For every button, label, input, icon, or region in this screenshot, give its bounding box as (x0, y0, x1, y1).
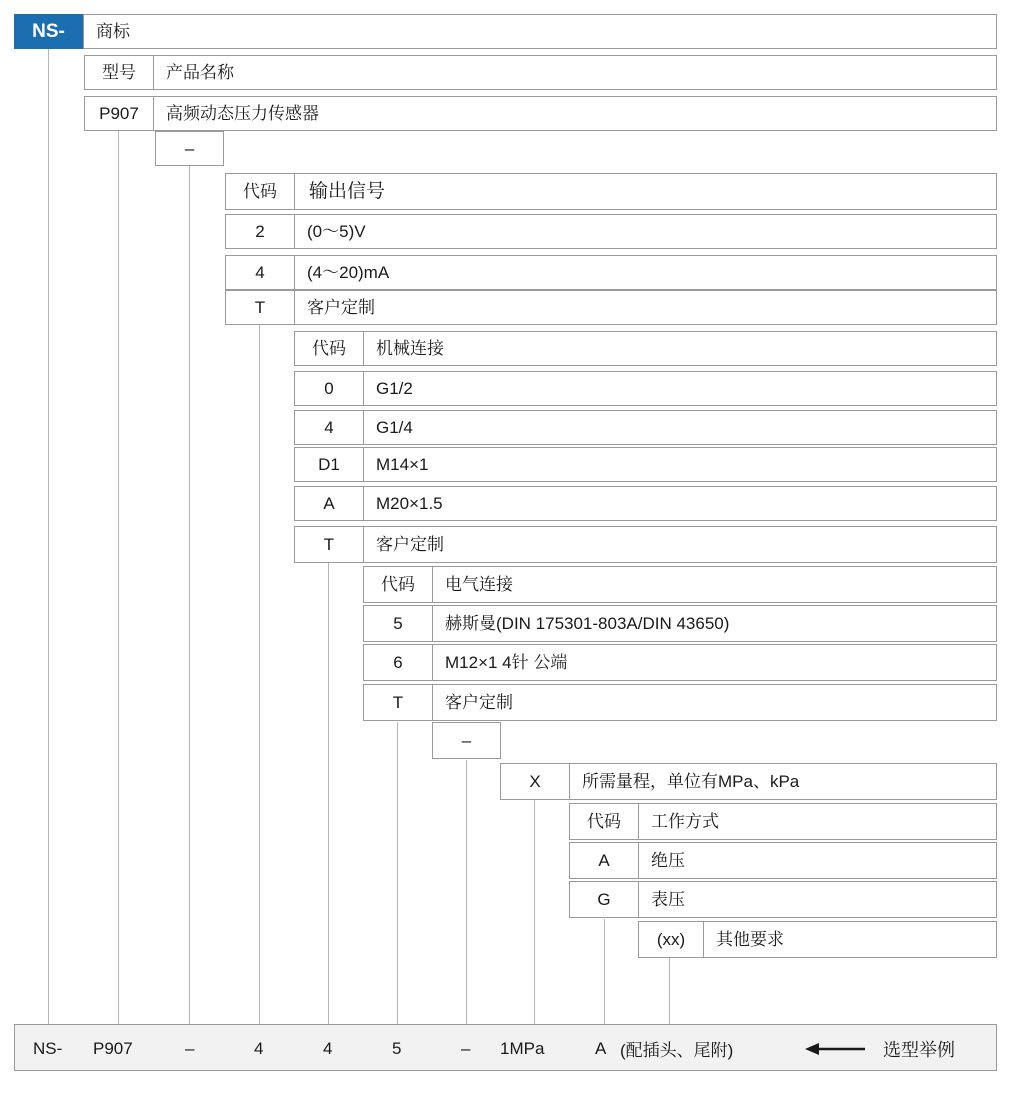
elec-label-0: 赫斯曼(DIN 175301-803A/DIN 43650) (432, 605, 997, 642)
mech-label-4: 客户定制 (363, 526, 997, 563)
example-item-mech: 4 (323, 1038, 333, 1058)
row-separator-2 (432, 722, 997, 759)
row-mode-header (569, 803, 997, 840)
example-bar (14, 1024, 997, 1071)
output-code-header: 代码 (225, 173, 294, 210)
elec-title: 电气连接 (432, 566, 997, 603)
example-caption: 选型举例 (883, 1039, 955, 1060)
example-item-sep2: – (461, 1038, 471, 1058)
model-name: 高频动态压力传感器 (153, 96, 997, 131)
mode-label-1: 表压 (638, 881, 997, 918)
range-label: 所需量程，单位有MPa、kPa (569, 763, 997, 800)
example-item-sep1: – (185, 1038, 195, 1058)
mech-code-3: A (294, 486, 363, 521)
range-code: X (500, 763, 569, 800)
mode-code-1: G (569, 881, 638, 918)
example-item-mode: A (595, 1038, 607, 1058)
example-item-output: 4 (254, 1038, 264, 1058)
row-mech-0 (294, 371, 997, 406)
row-model-header (84, 55, 997, 90)
elec-code-1: 6 (363, 644, 432, 681)
row-elec-2 (363, 684, 997, 721)
row-model-value (84, 96, 997, 131)
brand-tag: NS- (14, 14, 83, 49)
output-code-0: 2 (225, 214, 294, 249)
connector-line-sep2 (466, 760, 467, 1024)
mode-code-0: A (569, 842, 638, 879)
connector-line-sep1 (189, 166, 190, 1024)
elec-code-0: 5 (363, 605, 432, 642)
output-label-0: (0～5)V (294, 214, 997, 249)
output-title: 输出信号 (294, 173, 997, 210)
connector-line-model (118, 130, 119, 1024)
connector-line-mode (604, 919, 605, 1024)
row-brand (14, 14, 997, 49)
model-code-header: 型号 (84, 55, 153, 90)
example-item-other: (配插头、尾附) (620, 1041, 734, 1060)
mech-label-0: G1/2 (363, 371, 997, 406)
row-mech-1 (294, 410, 997, 445)
elec-code-2: T (363, 684, 432, 721)
row-output-2 (225, 290, 997, 325)
mech-code-4: T (294, 526, 363, 563)
output-label-2: 客户定制 (294, 290, 997, 325)
row-output-0 (225, 214, 997, 249)
elec-code-header: 代码 (363, 566, 432, 603)
example-item-range: 1MPa (500, 1038, 545, 1058)
mech-code-0: 0 (294, 371, 363, 406)
row-output-1 (225, 255, 997, 290)
arrow-left-icon (805, 1025, 867, 1072)
mech-code-header: 代码 (294, 331, 363, 366)
mech-label-2: M14×1 (363, 447, 997, 482)
other-code: (xx) (638, 921, 703, 958)
mech-label-1: G1/4 (363, 410, 997, 445)
output-code-1: 4 (225, 255, 294, 290)
output-label-1: (4～20)mA (294, 255, 997, 290)
other-label: 其他要求 (703, 921, 997, 958)
mech-title: 机械连接 (363, 331, 997, 366)
elec-label-2: 客户定制 (432, 684, 997, 721)
row-elec-header (363, 566, 997, 603)
row-mech-4 (294, 526, 997, 563)
row-output-header (225, 173, 997, 210)
row-separator-1 (155, 131, 997, 166)
connector-line-mech (328, 563, 329, 1024)
row-other (638, 921, 997, 958)
mech-code-1: 4 (294, 410, 363, 445)
model-name-header: 产品名称 (153, 55, 997, 90)
brand-label: 商标 (83, 14, 997, 49)
connector-line-range (534, 800, 535, 1024)
mode-title: 工作方式 (638, 803, 997, 840)
example-item-model: P907 (93, 1038, 133, 1058)
row-elec-0 (363, 605, 997, 642)
connector-line-elec (397, 722, 398, 1024)
model-code: P907 (84, 96, 153, 131)
mode-code-header: 代码 (569, 803, 638, 840)
example-item-brand: NS- (33, 1038, 63, 1058)
connector-line-other (669, 958, 670, 1024)
row-elec-1 (363, 644, 997, 681)
connector-line-output (259, 324, 260, 1024)
output-code-2: T (225, 290, 294, 325)
elec-label-1: M12×1 4针 公端 (432, 644, 997, 681)
row-mech-3 (294, 486, 997, 521)
example-item-elec: 5 (392, 1038, 402, 1058)
mode-label-0: 绝压 (638, 842, 997, 879)
row-mech-2 (294, 447, 997, 482)
row-mode-0 (569, 842, 997, 879)
mech-code-2: D1 (294, 447, 363, 482)
separator-1: – (155, 131, 224, 166)
separator-2: – (432, 722, 501, 759)
row-mech-header (294, 331, 997, 366)
mech-label-3: M20×1.5 (363, 486, 997, 521)
row-mode-1 (569, 881, 997, 918)
connector-line-brand (48, 48, 49, 1024)
row-range (500, 763, 997, 800)
